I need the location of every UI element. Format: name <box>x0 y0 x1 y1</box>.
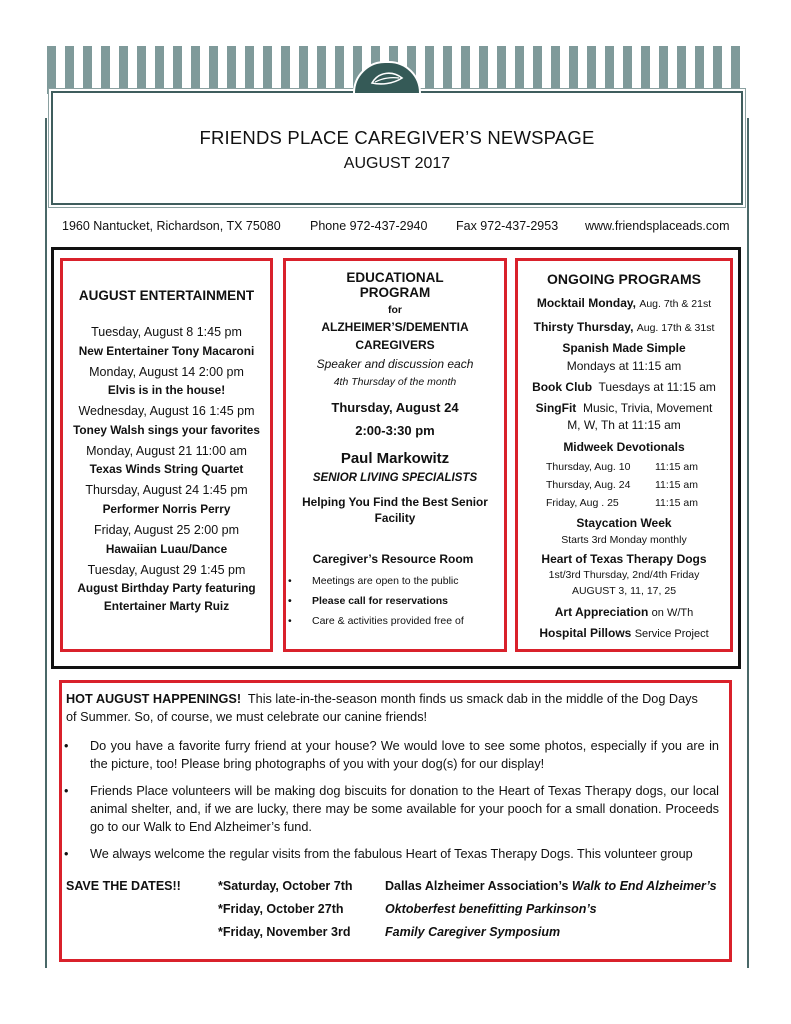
happenings-intro: of Summer. So, of course, we must celebrate our canine friends! <box>66 710 428 724</box>
program-item: SingFit Music, Trivia, Movement <box>535 401 713 415</box>
program-schedule: Starts 3rd Monday monthly <box>561 534 687 546</box>
save-date-event: Family Caregiver Symposium <box>385 925 561 939</box>
program-item: Book Club Tuesdays at 11:15 am <box>532 380 716 394</box>
program-name: Midweek Devotionals <box>563 440 685 454</box>
education-date: Thursday, August 24 <box>331 400 459 415</box>
event-date: Wednesday, August 16 1:45 pm <box>78 404 255 418</box>
ongoing-programs-panel <box>515 258 733 652</box>
program-name: Heart of Texas Therapy Dogs <box>541 552 707 566</box>
event-name: Toney Walsh sings your favorites <box>73 423 260 437</box>
devotional-time: 11:15 am <box>655 497 698 509</box>
save-date-event: Dallas Alzheimer Association’s Walk to End Alzheimer’s <box>385 879 717 893</box>
event-name: Performer Norris Perry <box>102 502 231 516</box>
program-item: Art Appreciation on W/Th <box>554 605 694 619</box>
devotional-time: 11:15 am <box>655 479 698 491</box>
entertainment-heading: AUGUST ENTERTAINMENT <box>78 288 255 303</box>
program-dates: AUGUST 3, 11, 17, 25 <box>571 585 677 597</box>
address: 1960 Nantucket, Richardson, TX 75080 <box>62 219 281 233</box>
education-description: Speaker and discussion each <box>316 357 474 371</box>
education-topic: Facility <box>374 511 416 525</box>
event-name: Elvis is in the house! <box>107 383 226 397</box>
event-date: Friday, August 25 2:00 pm <box>94 523 239 537</box>
save-the-dates-label: SAVE THE DATES!! <box>66 879 181 893</box>
newsletter-issue-date: AUGUST 2017 <box>343 155 451 172</box>
event-name: New Entertainer Tony Macaroni <box>78 344 255 358</box>
event-date: Tuesday, August 8 1:45 pm <box>91 325 242 339</box>
resource-room-heading: Caregiver’s Resource Room <box>312 552 474 566</box>
education-for: for <box>388 304 402 316</box>
newsletter-title: FRIENDS PLACE CAREGIVER’S NEWSPAGE <box>199 127 595 148</box>
title-box <box>51 91 743 205</box>
fax: Fax 972-437-2953 <box>456 219 559 233</box>
save-date-event: Oktoberfest benefitting Parkinson’s <box>385 902 597 916</box>
devotional-day: Friday, Aug . 25 <box>546 497 619 509</box>
speaker-name: Paul Markowitz <box>340 450 450 467</box>
happenings-intro: HOT AUGUST HAPPENINGS! This late-in-the-season month finds us smack dab in the middle of the Dog Days <box>66 692 698 706</box>
ongoing-heading: ONGOING PROGRAMS <box>546 271 701 287</box>
save-date: *Saturday, October 7th <box>218 879 353 893</box>
education-time: 2:00-3:30 pm <box>355 423 435 438</box>
event-name: Entertainer Marty Ruiz <box>103 599 230 613</box>
program-schedule: 1st/3rd Thursday, 2nd/4th Friday <box>548 569 700 581</box>
event-date: Tuesday, August 29 1:45 pm <box>87 563 246 577</box>
entertainment-panel <box>60 258 273 652</box>
program-name: Staycation Week <box>576 516 672 530</box>
event-date: Monday, August 21 11:00 am <box>86 444 247 458</box>
devotional-day: Thursday, Aug. 10 <box>546 461 631 473</box>
event-name: August Birthday Party featuring <box>77 581 256 595</box>
devotional-time: 11:15 am <box>655 461 698 473</box>
event-date: Monday, August 14 2:00 pm <box>89 365 244 379</box>
education-description: 4th Thursday of the month <box>333 376 457 388</box>
program-schedule: M, W, Th at 11:15 am <box>567 418 681 432</box>
save-date: *Friday, November 3rd <box>218 925 351 939</box>
education-panel <box>283 258 507 652</box>
education-audience: CAREGIVERS <box>355 338 435 352</box>
program-name: Spanish Made Simple <box>562 341 686 355</box>
website-link[interactable]: www.friendsplaceads.com <box>585 219 730 233</box>
education-audience: ALZHEIMER’S/DEMENTIA <box>321 320 469 334</box>
event-name: Texas Winds String Quartet <box>89 462 244 476</box>
speaker-organization: SENIOR LIVING SPECIALISTS <box>312 472 478 484</box>
education-topic: Helping You Find the Best Senior <box>302 495 488 509</box>
program-schedule: Mondays at 11:15 am <box>566 359 682 373</box>
devotional-day: Thursday, Aug. 24 <box>546 479 631 491</box>
save-date: *Friday, October 27th <box>218 902 344 916</box>
event-date: Thursday, August 24 1:45 pm <box>85 483 248 497</box>
event-name: Hawaiian Luau/Dance <box>105 542 228 556</box>
education-heading: PROGRAM <box>359 285 431 300</box>
education-heading: EDUCATIONAL <box>346 270 444 285</box>
program-item: Thirsty Thursday, Aug. 17th & 31st <box>533 320 715 334</box>
program-item: Mocktail Monday, Aug. 7th & 21st <box>536 296 712 310</box>
phone: Phone 972-437-2940 <box>310 219 428 233</box>
program-item: Hospital Pillows Service Project <box>539 626 709 640</box>
